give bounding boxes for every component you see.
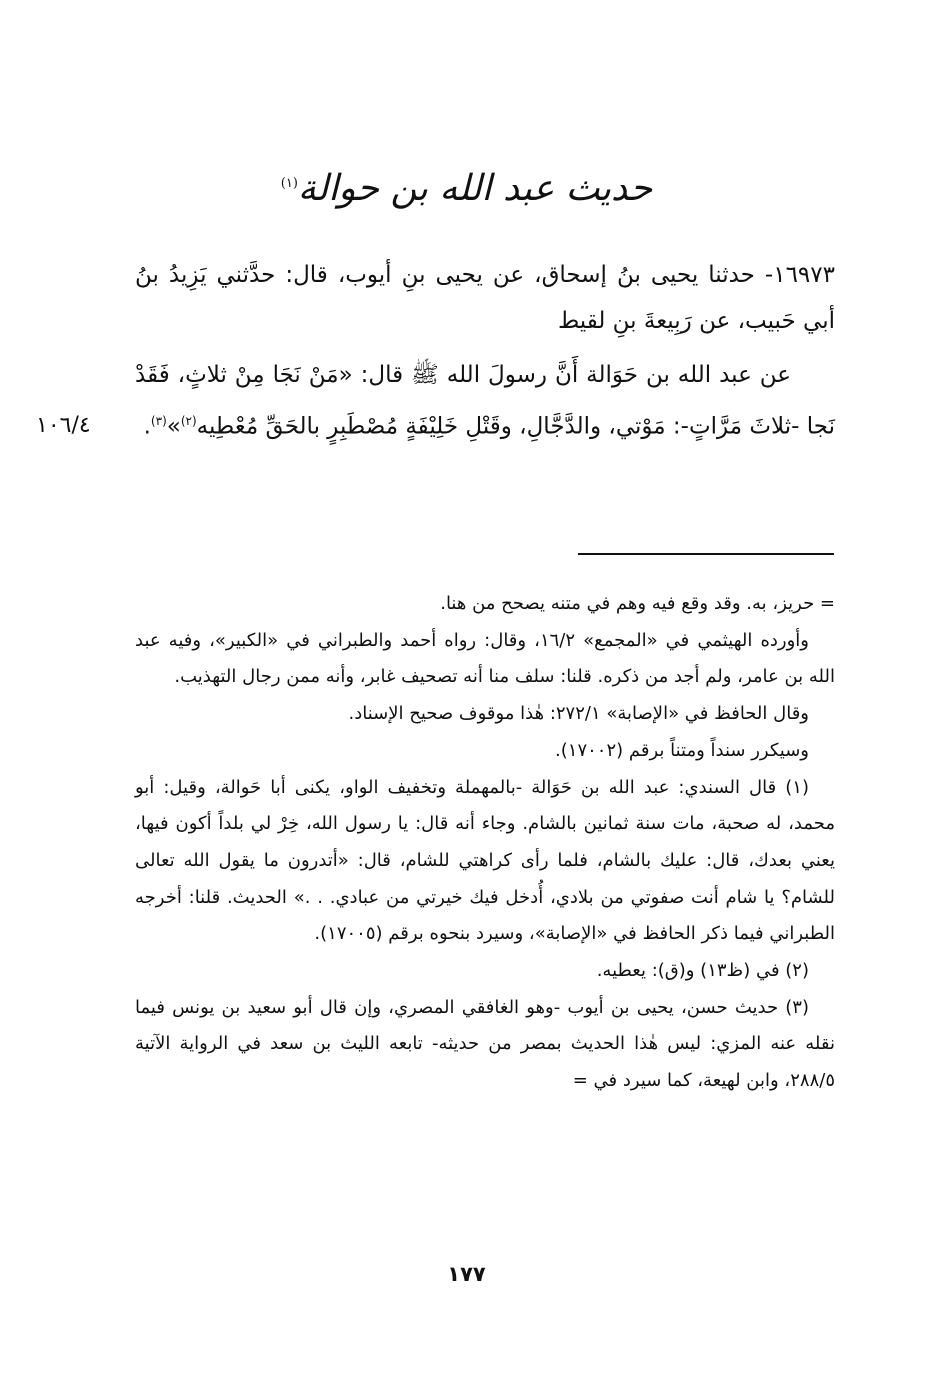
matn-text: عن عبد الله بن حَوَالة أَنَّ رسولَ الله ﷺ قال: «مَنْ نَجَا مِنْ ثلاثٍ، فَقَدْ نَجا -ثلاثَ مَرَّاتٍ-: مَوْتي، والدَّجَّالِ، وقَتْلِ خَلِيْفَةٍ مُصْطَبِرٍ بالحَقِّ مُعْطِيه	[135, 362, 835, 440]
footnote-continuation: = حريز، به. وقد وقع فيه وهم في متنه يصحح من هنا.	[440, 593, 835, 614]
footnote-divider	[578, 553, 834, 555]
footnote-hafiz: وقال الحافظ في «الإصابة» ٢٧٢/١: هٰذا موقوف صحيح الإسناد.	[348, 703, 809, 725]
matn-paragraph	[135, 352, 835, 450]
isnad-text: ١٦٩٧٣- حدثنا يحيى بنُ إسحاق، عن يحيى بنِ أيوب، قال: حدَّثني يَزِيدُ بنُ أبي حَبيب، عن رَبِيعةَ بنِ لقيط	[135, 262, 835, 334]
footnotes	[135, 586, 835, 1100]
quote-close: »	[166, 413, 181, 440]
matn-end: .	[143, 413, 151, 440]
footnote-marker-3: (٣)	[150, 414, 167, 428]
chapter-title	[0, 168, 933, 209]
footnote-haythami: وأورده الهيثمي في «المجمع» ١٦/٢، وقال: رواه أحمد والطبراني في «الكبير»، وفيه عبد الله بن عامر، ولم أجد من ذكره. قلنا: سلف منا أنه تصحيف غابر، وأنه ممن رجال التهذيب.	[135, 629, 835, 688]
hadith-isnad	[135, 252, 835, 344]
chapter-title-text: حديث عبد الله بن حوالة	[297, 168, 653, 209]
page-number: ١٧٧	[447, 1262, 486, 1286]
footnote-3: (٣) حديث حسن، يحيى بن أيوب -وهو الغافقي المصري، وإن قال أبو سعيد بن يونس فيما نقله عنه المزي: ليس هٰذا الحديث بمصر من حديثه- تابعه الليث بن سعد في الرواية الآتية ٢٨٨/٥، وابن لهيعة، كما سيرد في =	[135, 996, 835, 1092]
footnote-repeat: وسيكرر سنداً ومتناً برقم (١٧٠٠٢).	[555, 739, 809, 761]
footnote-marker-2: (٢)	[180, 414, 197, 428]
footnote-2: (٢) في (ظ١٣) و(ق): يعطيه.	[596, 960, 809, 982]
hadith-matn	[135, 352, 835, 450]
footnote-1: (١) قال السندي: عبد الله بن حَوَالة -بالمهملة وتخفيف الواو، يكنى أبا حَوالة، وقيل: أبو محمد، له صحبة، مات سنة ثمانين بالشام. وجاء أنه قال: يا رسول الله، خِرْ لي بلداً أكون فيها، يعني بعدك، قال: عليك بالشام، فلما رأى كراهتي للشام، قال: «أتدرون ما يقول الله تعالى للشام؟ يا شام أنت صفوتي من بلادي، أُدخل فيك خيرتي من عبادي. . .» الحديث. قلنا: أخرجه الطبراني فيما ذكر الحافظ في «الإصابة»، وسيرد بنحوه برقم (١٧٠٠٥).	[135, 776, 835, 945]
title-footnote-marker: (١)	[280, 176, 298, 191]
margin-reference: ١٠٦/٤	[36, 413, 91, 438]
